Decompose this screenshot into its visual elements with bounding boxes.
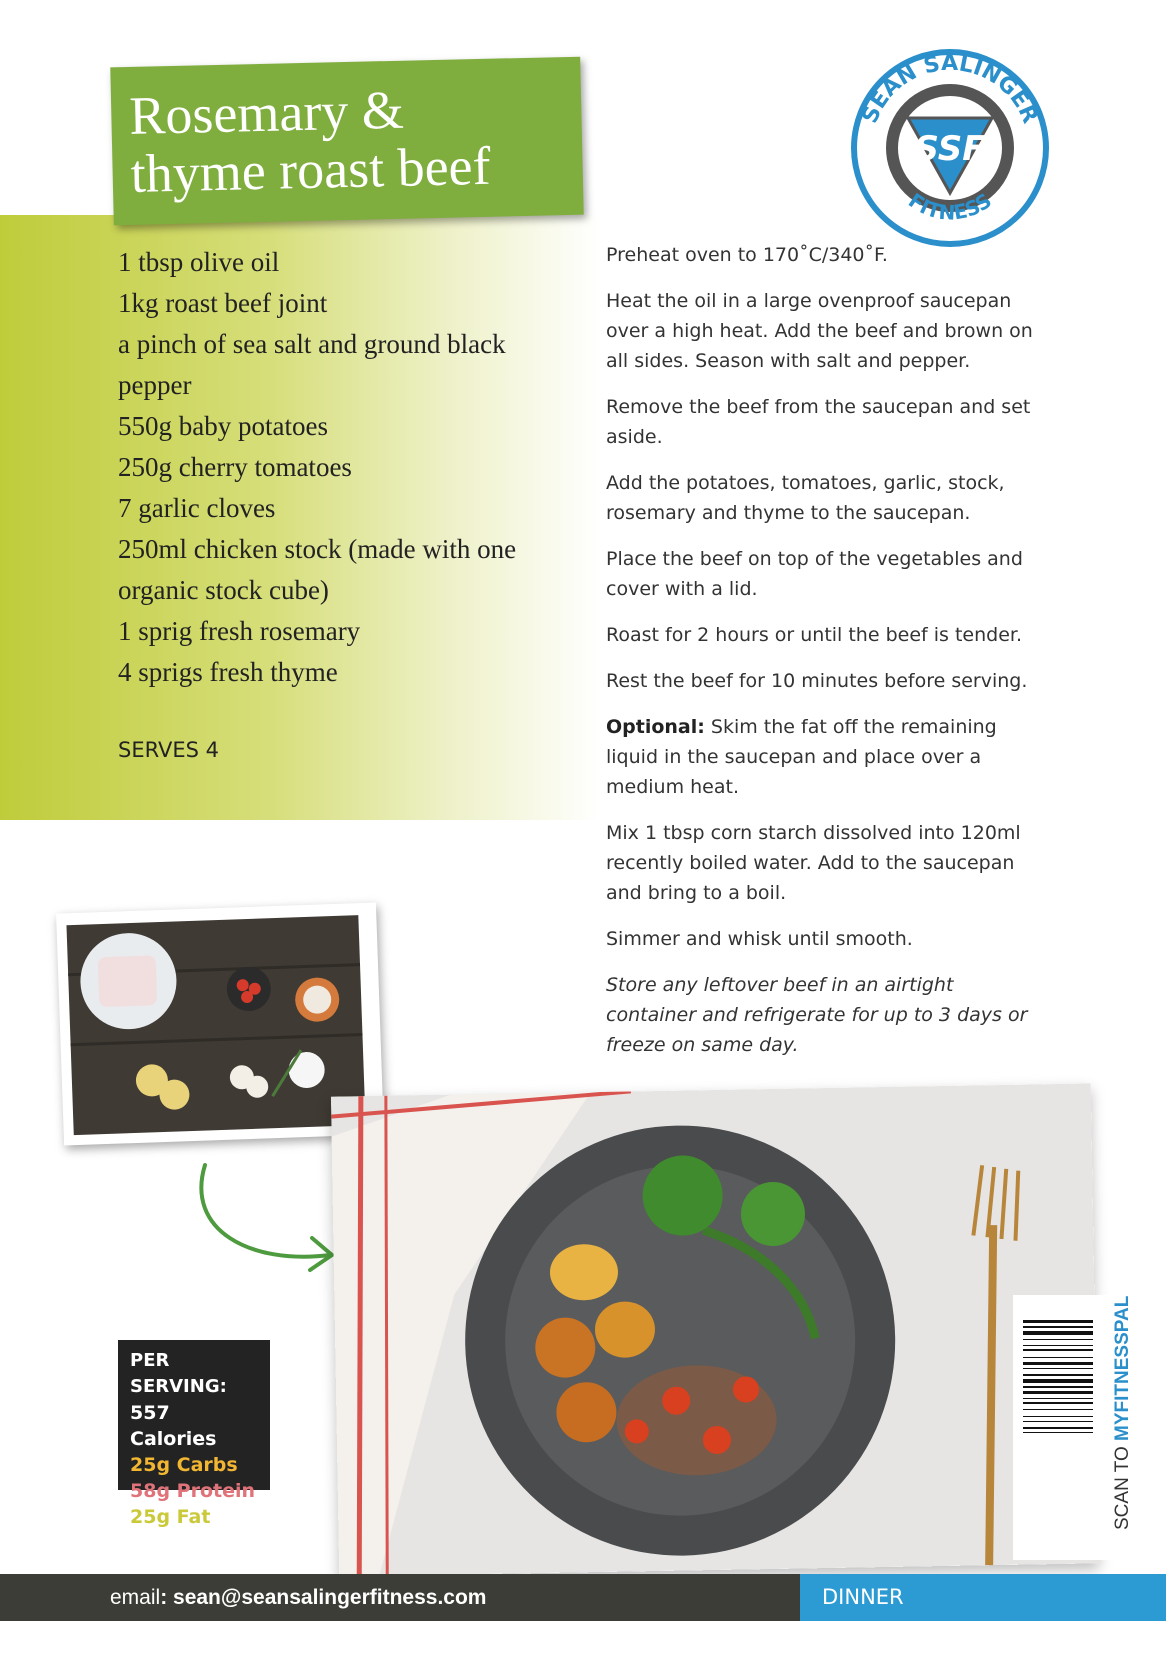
optional-label: Optional:: [606, 716, 705, 738]
barcode-bar: [1023, 1402, 1093, 1404]
barcode-bar: [1023, 1416, 1093, 1417]
ingredient-item: 550g baby potatoes: [118, 411, 328, 441]
barcode-bar: [1023, 1432, 1093, 1433]
barcode-bar: [1023, 1368, 1093, 1369]
ingredient-item: 1kg roast beef joint: [118, 288, 328, 318]
method-steps: [606, 240, 1046, 1076]
email-link[interactable]: sean@seansalingerfitness.com: [173, 1586, 487, 1609]
ingredients-list: [118, 242, 548, 693]
logo-top-text: SEAN SALINGER: [857, 50, 1043, 128]
recipe-title-line-1: Rosemary &: [128, 79, 405, 146]
barcode-bar: [1023, 1391, 1093, 1394]
barcode-bar: [1023, 1427, 1093, 1429]
servings-label: SERVES 4: [118, 738, 220, 762]
barcode-bar: [1023, 1362, 1093, 1365]
barcode-bar: [1023, 1326, 1093, 1328]
barcode-bar: [1023, 1421, 1093, 1422]
scan-prefix: SCAN TO: [1112, 1440, 1133, 1530]
logo-monogram: SSF: [914, 129, 986, 169]
logo-bottom-text: FITNESS: [904, 188, 996, 225]
barcode-bar: [1023, 1320, 1093, 1323]
scan-brand: MYFITNESSPAL: [1112, 1295, 1133, 1441]
method-step: Simmer and whisk until smooth.: [606, 928, 913, 950]
method-step: Place the beef on top of the vegetables and cover with a lid.: [606, 548, 1023, 600]
ingredient-item: 1 sprig fresh rosemary: [118, 616, 361, 646]
barcode-bar: [1023, 1331, 1093, 1335]
nutrition-panel: [118, 1340, 270, 1528]
method-step: Mix 1 tbsp corn starch dissolved into 120ml recently boiled water. Add to the saucepan and bring to a boil.: [606, 822, 1021, 904]
barcode-bar: [1023, 1409, 1093, 1410]
ingredient-item: 7 garlic cloves: [118, 493, 276, 523]
method-step: Preheat oven to 170˚C/340˚F.: [606, 244, 888, 266]
barcode-bar: [1023, 1345, 1093, 1346]
method-step: Rest the beef for 10 minutes before serving.: [606, 670, 1028, 692]
barcode-bar: [1023, 1339, 1093, 1340]
method-step: Add the potatoes, tomatoes, garlic, stock, rosemary and thyme to the saucepan.: [606, 472, 1005, 524]
email-separator: :: [160, 1586, 174, 1609]
barcode-icon: [1023, 1320, 1113, 1530]
email-label: email: [110, 1586, 161, 1609]
ingredient-item: 250g cherry tomatoes: [118, 452, 352, 482]
barcode-bar: [1023, 1374, 1093, 1376]
recipe-title: [129, 77, 574, 203]
ingredient-item: 250ml chicken stock (made with one organic stock cube): [118, 534, 517, 605]
fat-value: 25g Fat: [130, 1506, 211, 1528]
barcode-bar: [1023, 1386, 1093, 1388]
meal-category-label: DINNER: [822, 1585, 904, 1609]
nutrition-heading: PER SERVING:: [130, 1350, 227, 1397]
storage-note: Store any leftover beef in an airtight container and refrigerate for up to 3 days or freeze on same day.: [606, 974, 1028, 1056]
barcode-bar: [1023, 1349, 1093, 1351]
method-step: Heat the oil in a large ovenproof saucepan over a high heat. Add the beef and brown on all sides. Season with salt and pepper.: [606, 290, 1033, 372]
plated-roast-beef-photo: [331, 1083, 1099, 1576]
barcode-bar: [1023, 1398, 1093, 1399]
carbs-value: 25g Carbs: [130, 1454, 238, 1476]
ingredient-item: a pinch of sea salt and ground black pepper: [118, 329, 506, 400]
ingredient-item: 4 sprigs fresh thyme: [118, 657, 338, 687]
barcode-bar: [1023, 1357, 1093, 1358]
scan-to-myfitnesspal-label: [1112, 1296, 1134, 1530]
optional-step: [606, 712, 1046, 802]
recipe-title-banner: [110, 57, 583, 226]
method-step: Remove the beef from the saucepan and set aside.: [606, 396, 1031, 448]
calories-value: 557 Calories: [130, 1402, 217, 1450]
ingredient-item: 1 tbsp olive oil: [118, 247, 280, 277]
sean-salinger-fitness-logo: [850, 48, 1050, 248]
optional-text: Skim the fat off the remaining liquid in the saucepan and place over a medium heat.: [606, 716, 997, 798]
barcode-bar: [1023, 1379, 1093, 1383]
footer-bar: [0, 1574, 800, 1621]
myfitnesspal-barcode[interactable]: [1013, 1295, 1166, 1560]
protein-value: 58g Protein: [130, 1480, 256, 1502]
meal-category-tag: [800, 1574, 1166, 1621]
method-step: Roast for 2 hours or until the beef is tender.: [606, 624, 1023, 646]
recipe-title-line-2: thyme roast beef: [130, 135, 492, 204]
